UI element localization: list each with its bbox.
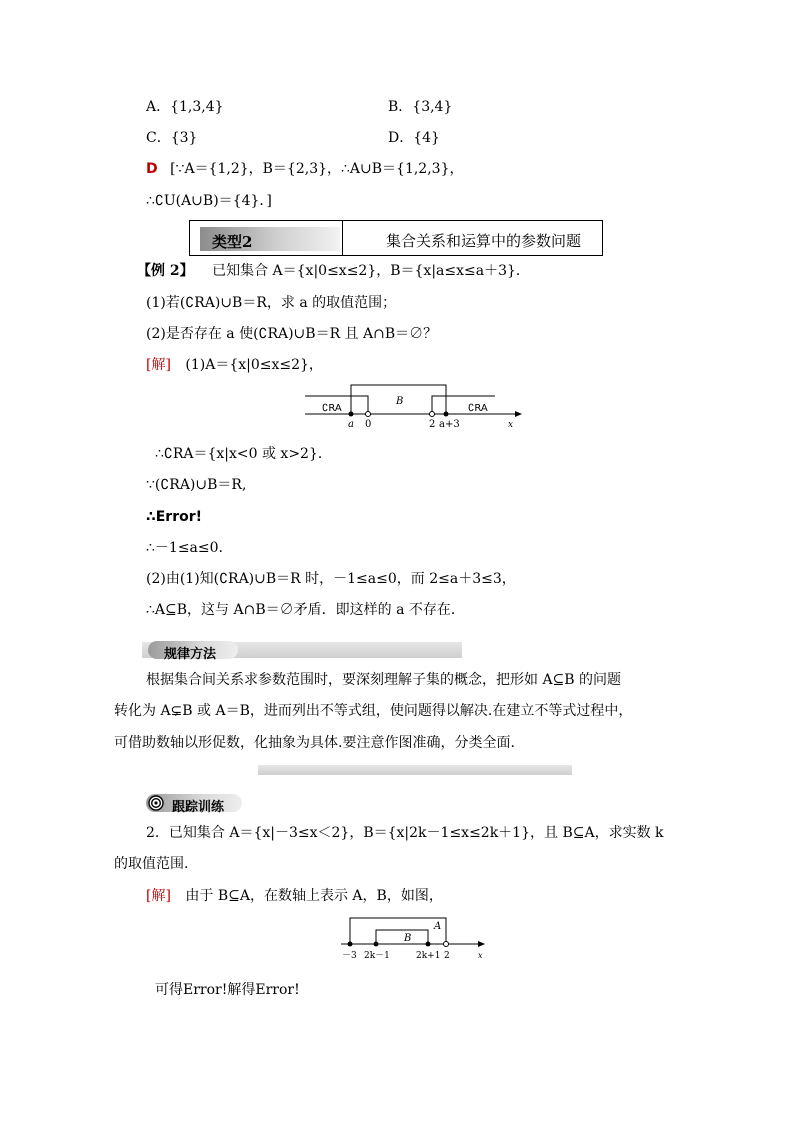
label-two: 2 — [444, 951, 450, 961]
label-2k-1: 2k－1 — [364, 951, 390, 961]
answer-line-2: ∴∁U(A∪B)＝{4}．] — [146, 193, 272, 209]
label-b: B — [404, 933, 412, 944]
number-line-figure-2 — [338, 914, 488, 964]
practice-solution-label: [解] — [146, 888, 171, 904]
practice-solution-text: 由于 B⊆A，在数轴上表示 A，B，如图， — [185, 888, 443, 904]
question-1: (1)若(∁RA)∪B＝R，求 a 的取值范围； — [146, 295, 397, 311]
example-line — [137, 264, 530, 278]
axis-arrow — [478, 941, 485, 947]
solution-line-1 — [146, 358, 323, 372]
option-d: D．{4} — [388, 130, 440, 146]
label-x: x — [478, 951, 483, 960]
point-two — [444, 942, 449, 947]
step-6: ∴A⊆B，这与 A∩B＝∅矛盾．即这样的 a 不存在． — [146, 602, 465, 618]
label-a: A — [434, 921, 442, 932]
number-line-figure-1 — [300, 380, 525, 430]
example-stem: 已知集合 A＝{x|0≤x≤2}，B＝{x|a≤x≤a＋3}． — [212, 263, 530, 279]
point-two — [430, 412, 435, 417]
banner-title: 集合关系和运算中的参数问题 — [386, 232, 582, 250]
set-b-bracket — [376, 930, 428, 944]
point-minus3 — [348, 942, 353, 947]
method-heading: 规律方法 — [164, 647, 217, 662]
point-2k+1 — [426, 942, 431, 947]
step-2: ∵(∁RA)∪B＝R, — [146, 477, 247, 493]
practice-question-1: 2．已知集合 A＝{x|－3≤x＜2}，B＝{x|2k－1≤x≤2k＋1}，且 B⊆A，求实数 k — [146, 825, 664, 841]
method-paragraph-2: 转化为 A⊊B 或 A＝B，进而列出不等式组，使问题得以解决.在建立不等式过程中， — [114, 703, 633, 719]
practice-question-2: 的取值范围. — [114, 856, 189, 872]
point-a3 — [444, 412, 449, 417]
step-4: ∴－1≤a≤0. — [146, 540, 223, 556]
step-3: ∴Error! — [146, 509, 203, 525]
label-2k+1: 2k+1 — [416, 951, 441, 961]
label-two: 2 — [429, 419, 436, 430]
practice-final-line: 可得Error!解得Error! — [155, 982, 300, 998]
method-heading-badge — [148, 641, 238, 662]
practice-heading-badge — [146, 794, 242, 815]
solution-text: (1)A＝{x|0≤x≤2}， — [185, 357, 323, 373]
practice-heading: 跟踪训练 — [172, 800, 225, 815]
answer-letter: D — [146, 161, 158, 177]
label-minus3: －3 — [342, 951, 357, 961]
practice-solution-line — [146, 889, 443, 903]
option-a: A．{1,3,4} — [146, 99, 224, 115]
label-a3: a+3 — [439, 419, 460, 430]
answer-line-1 — [146, 162, 463, 176]
option-b: B．{3,4} — [388, 99, 453, 115]
answer-explanation: [∵A＝{1,2}，B＝{2,3}，∴A∪B＝{1,2,3}， — [170, 161, 464, 177]
type-tag: 类型2 — [200, 227, 340, 251]
axis-arrow — [515, 411, 522, 417]
step-1: ∴∁RA＝{x|x<0 或 x>2}． — [155, 446, 332, 462]
label-b: B — [396, 396, 404, 407]
option-c: C．{3} — [146, 130, 198, 146]
label-comp-right: ∁RA — [468, 403, 488, 414]
label-x: x — [508, 420, 514, 430]
point-2k-1 — [374, 942, 379, 947]
method-paragraph-3: 可借助数轴以形促数，化抽象为具体.要注意作图准确，分类全面. — [114, 735, 515, 751]
step-5: (2)由(1)知(∁RA)∪B＝R 时，－1≤a≤0，而 2≤a＋3≤3， — [146, 571, 516, 587]
method-paragraph-1: 根据集合间关系求参数范围时，要深刻理解子集的概念，把形如 A⊆B 的问题 — [146, 672, 622, 688]
label-comp-left: ∁RA — [322, 403, 342, 414]
point-zero — [366, 412, 371, 417]
label-a: a — [348, 419, 354, 430]
set-a-bracket — [350, 918, 446, 944]
method-footer-bar — [258, 765, 572, 775]
target-icon — [148, 795, 164, 811]
solution-label: [解] — [146, 357, 171, 373]
label-zero: 0 — [365, 419, 372, 430]
example-label: 【例 2】 — [137, 263, 194, 279]
point-a — [349, 412, 354, 417]
question-2: (2)是否存在 a 使(∁RA)∪B＝R 且 A∩B＝∅？ — [146, 326, 438, 342]
type-banner — [189, 220, 603, 256]
banner-divider — [342, 221, 343, 255]
